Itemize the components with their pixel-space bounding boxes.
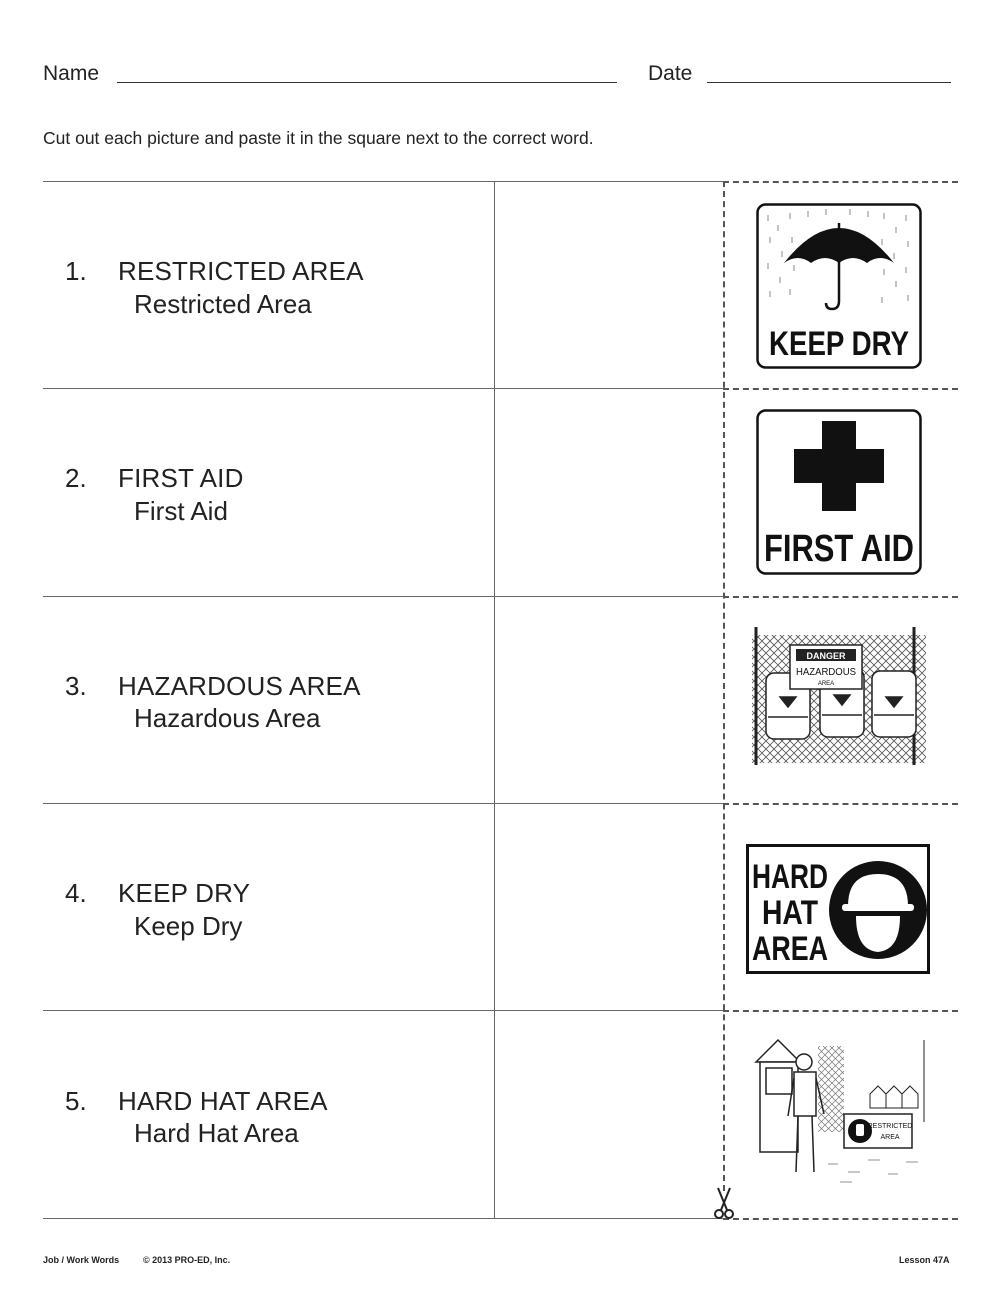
cut-line xyxy=(723,1010,958,1012)
footer-book-title: Job / Work Words xyxy=(43,1255,120,1265)
item-word-upper: FIRST AID xyxy=(118,463,244,493)
first-aid-sign-text: FIRST AID xyxy=(764,528,914,570)
paste-square[interactable] xyxy=(496,805,722,1009)
hazardous-area-illustration[interactable] xyxy=(746,625,932,770)
paste-square[interactable] xyxy=(496,390,722,595)
table-divider xyxy=(43,1010,723,1011)
fence xyxy=(818,1046,844,1132)
cut-line xyxy=(723,1218,958,1220)
item-number: 2. xyxy=(65,463,87,493)
item-word: Restricted Area xyxy=(134,289,312,319)
first-aid-sign[interactable] xyxy=(756,409,922,575)
svg-text:DANGER: DANGER xyxy=(806,651,846,661)
svg-text:HAZARDOUS: HAZARDOUS xyxy=(796,667,857,678)
table-divider xyxy=(43,803,723,804)
restricted-sign xyxy=(844,1114,912,1148)
cut-line xyxy=(723,181,958,183)
svg-text:HAT: HAT xyxy=(762,894,819,932)
item-number: 1. xyxy=(65,256,87,286)
distant-buildings xyxy=(870,1040,924,1122)
item-number: 5. xyxy=(65,1086,87,1116)
table-divider xyxy=(43,388,723,389)
paste-square[interactable] xyxy=(496,183,722,387)
svg-text:RESTRICTED: RESTRICTED xyxy=(867,1123,913,1130)
name-field[interactable] xyxy=(117,82,617,83)
keep-dry-sign[interactable] xyxy=(756,203,922,369)
item-word: First Aid xyxy=(134,496,228,526)
item-word: Keep Dry xyxy=(134,911,243,941)
paste-square[interactable] xyxy=(496,598,722,802)
paste-square[interactable] xyxy=(496,1012,722,1217)
svg-text:AREA: AREA xyxy=(817,681,835,687)
hard-hat-icon xyxy=(829,861,927,959)
date-label: Date xyxy=(648,62,693,85)
cut-line xyxy=(723,596,958,598)
item-word-upper: HARD HAT AREA xyxy=(118,1086,328,1116)
item-number: 3. xyxy=(65,671,87,701)
name-label: Name xyxy=(43,62,100,85)
ground-marks xyxy=(828,1160,918,1182)
cut-line-vertical xyxy=(723,181,725,1191)
cut-line xyxy=(723,388,958,390)
column-divider xyxy=(494,181,495,1218)
restricted-area-illustration[interactable] xyxy=(748,1034,932,1192)
svg-text:AREA: AREA xyxy=(880,1134,900,1141)
table-divider xyxy=(43,1218,723,1219)
hazard-sign xyxy=(790,645,862,689)
item-word-upper: HAZARDOUS AREA xyxy=(118,671,361,701)
cut-line xyxy=(723,803,958,805)
hard-hat-area-sign[interactable] xyxy=(746,844,930,974)
hard-hat-sign-text xyxy=(752,858,828,968)
date-field[interactable] xyxy=(707,82,951,83)
svg-text:AREA: AREA xyxy=(752,930,828,968)
item-word-upper: RESTRICTED AREA xyxy=(118,256,364,286)
table-divider xyxy=(43,596,723,597)
item-word-upper: KEEP DRY xyxy=(118,878,251,908)
svg-text:HARD: HARD xyxy=(752,858,828,896)
table-divider xyxy=(43,181,723,182)
item-word: Hazardous Area xyxy=(134,703,321,733)
footer-copyright: © 2013 PRO-ED, Inc. xyxy=(143,1255,231,1265)
footer-lesson: Lesson 47A xyxy=(899,1255,950,1265)
keep-dry-sign-text: KEEP DRY xyxy=(769,325,910,363)
instructions: Cut out each picture and paste it in the square next to the correct word. xyxy=(43,128,594,148)
item-word: Hard Hat Area xyxy=(134,1118,299,1148)
item-number: 4. xyxy=(65,878,87,908)
